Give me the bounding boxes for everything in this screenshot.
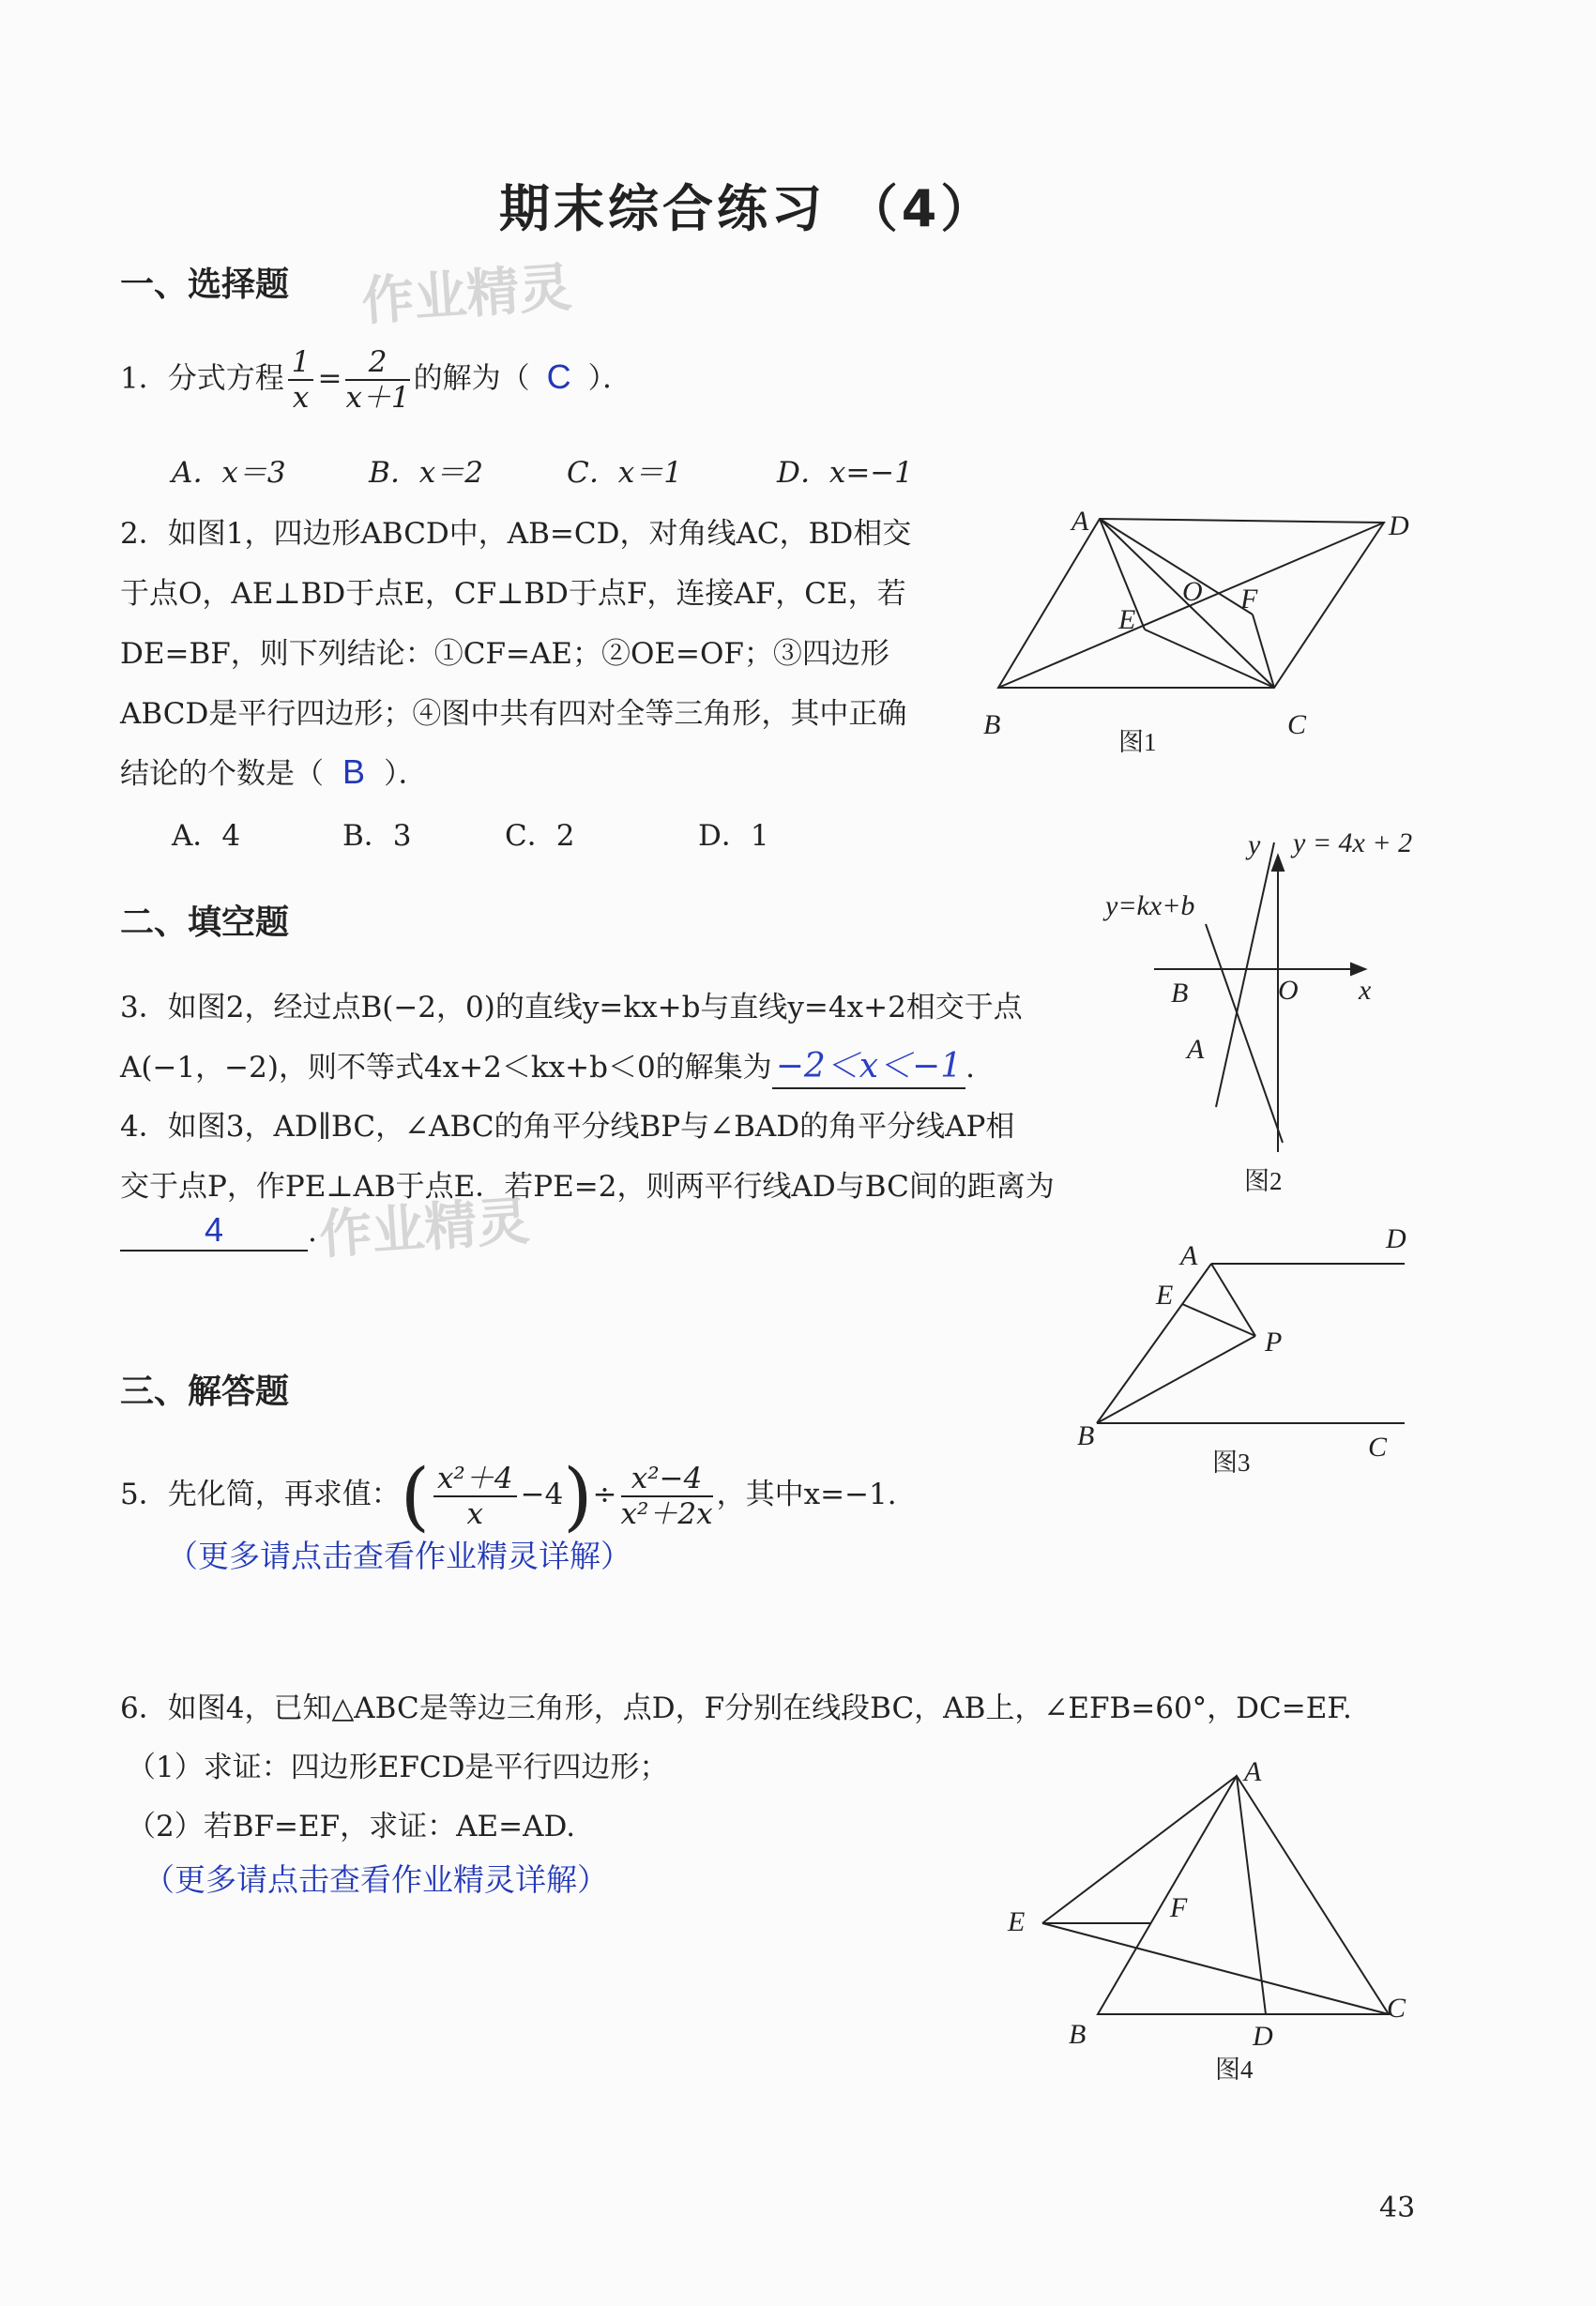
q3-line-2: A(−1，−2)，则不等式4x+2＜kx+b＜0的解集为 −2＜x＜−1 . (120, 1039, 975, 1089)
fig3-segment-ab (1097, 1264, 1211, 1423)
watermark: 作业精灵 (359, 257, 574, 333)
fig2-caption: 图2 (1244, 1167, 1283, 1195)
q4-line-1: 4．如图3，AD∥BC，∠ABC的角平分线BP与∠BAD的角平分线AP相 (120, 1110, 1015, 1144)
q1-prefix: 1．分式方程 (120, 361, 284, 396)
fig3-label-a: A (1180, 1240, 1198, 1271)
q2-line-1: 2．如图1，四边形ABCD中，AB=CD，对角线AC，BD相交 (120, 517, 912, 551)
fig4-triangle-abc (1098, 1776, 1389, 2014)
fig4-label-a: A (1244, 1756, 1262, 1787)
q5-detail-link[interactable]: （更多请点击查看作业精灵详解） (167, 1538, 631, 1574)
fig4-label-e: E (1008, 1906, 1026, 1937)
q2-line-2: 于点O，AE⊥BD于点E，CF⊥BD于点F，连接AF，CE，若 (120, 577, 906, 611)
q6-part-2: （2）若BF=EF，求证：AE=AD. (127, 1810, 576, 1843)
q6-detail-link[interactable]: （更多请点击查看作业精灵详解） (144, 1861, 608, 1898)
fig1-label-b: B (983, 709, 1001, 740)
q2-option-c: C．2 (505, 819, 575, 853)
fig1-caption: 图1 (1118, 728, 1157, 756)
q3-line-1: 3．如图2，经过点B(−2，0)的直线y=kx+b与直线y=4x+2相交于点 (120, 991, 1023, 1024)
fig4-label-f: F (1170, 1892, 1188, 1923)
fig1-label-c: C (1287, 709, 1307, 740)
fig2-label-x: x (1359, 975, 1372, 1006)
q2-line-4: ABCD是平行四边形；④图中共有四对全等三角形，其中正确 (120, 697, 907, 731)
q1-fraction-1: $\frac{1}{x}$ (288, 345, 314, 415)
fig2-label-b: B (1171, 978, 1189, 1009)
fig2-line-kxb (1206, 924, 1283, 1143)
fig2-label-o: O (1278, 975, 1299, 1006)
q4-line-2: 交于点P，作PE⊥AB于点E．若PE=2，则两平行线AD与BC间的距离为 (120, 1170, 1055, 1204)
q2-line-5: 结论的个数是（ B ）． (120, 752, 428, 791)
fig1-segment-af (1100, 519, 1253, 614)
q6-part-1: （1）求证：四边形EFCD是平行四边形； (127, 1751, 669, 1784)
fig4-label-b: B (1069, 2019, 1087, 2050)
page-title: 期末综合练习 （4） (499, 179, 996, 238)
question-5: 5．先化简，再求值：( $\frac{\text{x²＋4}}{x}$ −4)÷ $\frac{\text{x²−4}}{\text{x²＋2x}}$ ，其中x=−1. (120, 1452, 897, 1540)
fig3-caption: 图3 (1212, 1449, 1251, 1477)
fig2-line-4x2 (1216, 842, 1274, 1107)
q1-option-b: B．x＝2 (369, 456, 483, 490)
fig1-segment-ce (1145, 630, 1274, 688)
fig1-label-o: O (1182, 576, 1203, 607)
fig3-label-b: B (1077, 1420, 1095, 1451)
fig2-label-line2: y=kx+b (1105, 890, 1195, 921)
fig3-label-d: D (1386, 1223, 1406, 1254)
q2-option-a: A．4 (172, 819, 241, 853)
q1-option-c: C．x＝1 (567, 456, 682, 490)
fig2-label-line1: y = 4x + 2 (1293, 827, 1413, 858)
fig1-label-e: E (1118, 604, 1136, 635)
figure-3 (1097, 1264, 1405, 1423)
q4-line-3: 4 . (120, 1210, 317, 1252)
q2-line-3: DE=BF，则下列结论：①CF=AE；②OE=OF；③四边形 (120, 637, 889, 671)
fig3-segment-pe (1182, 1304, 1255, 1336)
section-heading-solve: 三、解答题 (120, 1373, 290, 1411)
fig3-label-e: E (1156, 1280, 1174, 1311)
fig2-x-arrow (1351, 963, 1365, 975)
q3-answer: −2＜x＜−1 (772, 1039, 965, 1089)
fig4-label-c: C (1387, 1993, 1406, 2024)
fig4-label-d: D (1253, 2021, 1273, 2052)
fig2-label-a: A (1187, 1034, 1205, 1065)
section-heading-choice: 一、选择题 (120, 265, 290, 304)
watermark-2: 作业精灵 (317, 1191, 532, 1267)
figure-4 (1042, 1776, 1389, 2014)
q2-answer: B (342, 752, 366, 791)
question-1: 1．分式方程 $\frac{1}{x}$ = $\frac{2}{x+1}$ 的解为（ C ）． (120, 345, 632, 415)
q4-answer: 4 (120, 1210, 308, 1252)
q1-option-d: D．x=−1 (777, 456, 914, 490)
q1-answer: C (546, 357, 571, 396)
fig4-segment-ec (1042, 1923, 1389, 2014)
fig2-label-y: y (1248, 829, 1261, 860)
page-number: 43 (1379, 2192, 1416, 2224)
fig3-segment-ap (1211, 1264, 1255, 1336)
fig2-y-arrow (1272, 856, 1284, 871)
fig3-segment-bp (1097, 1336, 1255, 1423)
q2-option-b: B．3 (342, 819, 412, 853)
q2-option-d: D．1 (698, 819, 769, 853)
q1-fraction-2: $\frac{2}{x+1}$ (345, 345, 410, 415)
q5-fraction-1: $\frac{\text{x²＋4}}{x}$ (433, 1462, 517, 1531)
fig1-label-d: D (1389, 510, 1409, 541)
section-heading-fill: 二、填空题 (120, 903, 290, 942)
q6-line-1: 6．如图4，已知△ABC是等边三角形，点D，F分别在线段BC，AB上，∠EFB=60°，DC=EF. (120, 1692, 1352, 1725)
fig4-caption: 图4 (1215, 2056, 1254, 2084)
q5-fraction-2: $\frac{\text{x²−4}}{\text{x²＋2x}}$ (620, 1461, 713, 1531)
q1-option-a: A．x＝3 (172, 456, 286, 490)
fig1-label-a: A (1072, 506, 1089, 537)
fig4-segment-ea (1042, 1776, 1237, 1923)
fig3-label-p: P (1265, 1327, 1283, 1358)
fig3-label-c: C (1368, 1432, 1388, 1463)
fig1-label-f: F (1240, 584, 1258, 614)
